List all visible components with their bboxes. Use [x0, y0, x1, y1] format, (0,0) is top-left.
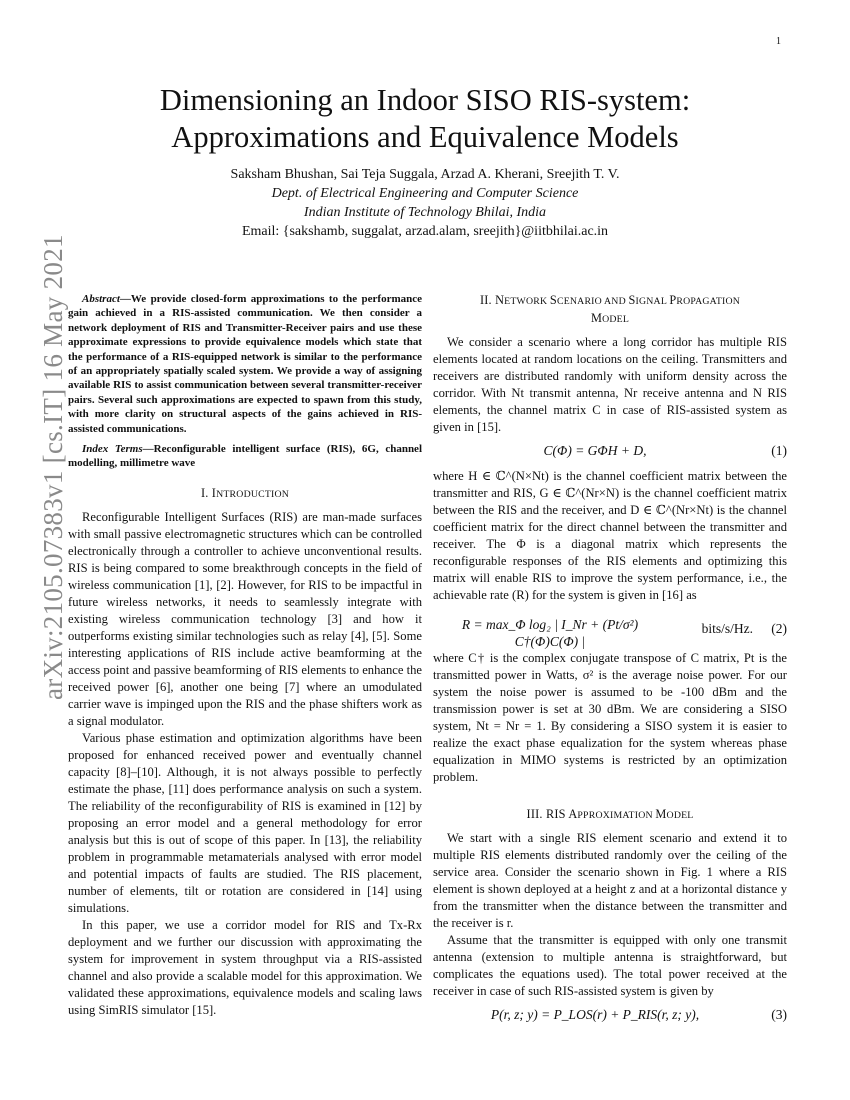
intro-paragraph-2: Various phase estimation and optimization algorithms have been proposed for enhanced received power and eventually channel capacity [8]–[10]. Although, it is not always possible to perfectly estimate the phase, [11] does performance analysis on such a system. The reliability of the reconfigurability of RIS is examined in [12] by proposing an error model and a general methodology for error analysis but this is out of scope of this paper. In [13], the reliability problem in programmable metamaterials analysed with error model and potential impacts of faults are studied. The RIS placement, number of elements, tilt or rotation are considered in [14] using simulations.: [68, 730, 422, 915]
heading-smallcaps: IGNAL: [635, 296, 670, 307]
index-terms-label: Index Terms: [82, 443, 143, 456]
right-column: [433, 292, 787, 1032]
section-number: I.: [200, 485, 212, 500]
heading-smallcaps: CENARIO AND: [556, 296, 629, 307]
heading-initial: A: [568, 807, 578, 821]
left-column: [68, 292, 422, 1019]
network-paragraph-1: We consider a scenario where a long corridor has multiple RIS elements located at random locations on the ceiling. Transmitters and receivers are distributed randomly with uniform density across the corridor. With Nt transmit antenna, Nr receive antenna and N RIS elements, the channel matrix C in case of RIS-assisted system as given in [15].: [433, 335, 787, 434]
intro-paragraph-3: In this paper, we use a corridor model for RIS and Tx-Rx deployment and we further our discussion with approximating the system for improvement in system throughput via a RIS-assisted channel and also provide a scalable model for this approximation. We validated these approximations, equivalence models and scaling laws using SimRIS simulator [15].: [68, 917, 422, 1017]
author-block: [60, 165, 790, 241]
network-paragraph-3: where C† is the complex conjugate transpose of C matrix, Pt is the transmitted power in Watts, σ² is the average noise power. For our system the noise power is assumed to be -100 dBm and the transmission power is set at 30 dBm. We are considering a SISO system, Nt = Nr = 1. By considering a SISO system it is easier to realize the exact phase equalization for the system whereas phase equalization in MIMO systems is restricted by an optimization problem.: [433, 651, 787, 784]
heading-smallcaps: ODEL: [666, 810, 694, 821]
equation-2-unit: bits/s/Hz.: [701, 621, 753, 636]
paper-title: [60, 82, 790, 156]
section-number: II.: [479, 293, 496, 307]
equation-2: [433, 604, 787, 650]
index-terms-text: —Reconfigurable intelligent surface (RIS), 6G, channel modelling, millimetre wave: [68, 443, 422, 470]
network-paragraph-2: where H ∈ ℂ^(N×Nt) is the channel coefficient matrix between the transmitter and RIS, G ∈ ℂ^(Nr×N) is the channel coefficient matrix between the RIS and the receiver, and D ∈ ℂ^(Nr×Nt) is the channel coefficient matrix for the direct channel between the transmitter and receiver. The Φ is a diagonal matrix which represents the reconfigurable responses of the RIS elements and optimizing this matrix will enable RIS to improve the system performance, i.e., the achievable rate (R) for the system is given in [16] as: [433, 469, 787, 602]
equation-2-body: R = max_Φ log₂ | I_Nr + (Pt/σ²) C†(Φ)C(Φ) |: [461, 617, 639, 649]
heading-smallcaps: ETWORK: [504, 296, 550, 307]
equation-1-number: (1): [771, 443, 787, 458]
section-smallcaps: NTRODUCTION: [216, 488, 290, 500]
affiliation-dept: Dept. of Electrical Engineering and Computer Science: [271, 186, 579, 201]
equation-3: [433, 1000, 787, 1032]
heading-smallcaps: ROPAGATION: [676, 296, 741, 307]
section-number: III.: [526, 807, 546, 821]
title-line-2: Approximations and Equivalence Models: [171, 120, 679, 154]
section-heading-ris-approximation: [433, 806, 787, 824]
abstract-label: Abstract: [82, 293, 120, 305]
abstract: [68, 292, 422, 436]
affiliation-institute: Indian Institute of Technology Bhilai, India: [303, 205, 547, 220]
ris-paragraph-2: Assume that the transmitter is equipped with only one transmit antenna (extension to multiple antenna is straightforward, but complicates the equations used). The total power received at the receiver in case of such RIS-assisted system is given by: [433, 933, 787, 998]
equation-1-body: C(Φ) = GΦH + D,: [543, 443, 647, 458]
abstract-text: —We provide closed-form approximations to the performance gain achieved in a RIS-assisted communication. We then consider a network deployment of RIS and Transmitter-Receiver pairs and use these approximate expressions to provide equivalence models which state that the performance of a RIS-equipped network is similar to the performance of an appropriately spatially scaled system. We provide a way of assigning available RIS to assist communication between several transmitter-receiver pairs. Several such approximations are expected to spawn from this study, with more clarity on structural aspects of the gains achieved in RIS-assisted communications.: [68, 293, 422, 435]
intro-paragraph-1: Reconfigurable Intelligent Surfaces (RIS) are man-made surfaces with small passive electromagnetic structures which can be controlled electronically through a controller to achieve unconventional results. RIS is being compared to some breakthrough concepts in the field of wireless communication [1], [2]. However, for RIS to be impactful in future wireless networks, it needs to seamlessly integrate with existing wireless communication technology [3] and how it outperforms existing similar technologies such as relay [4], [5]. Some interesting applications of RIS include active beamforming at the access point and passive beamforming of RIS elements to enhance the received power [6], another one being [7] where an umodulated carrier wave is impinged upon the RIS and the phase shifters work as a signal modulator.: [68, 509, 422, 728]
heading-smallcaps: PPROXIMATION: [577, 810, 656, 821]
author-names: Saksham Bhushan, Sai Teja Suggala, Arzad A. Kherani, Sreejith T. V.: [230, 167, 620, 182]
heading-initial: M: [655, 807, 667, 821]
index-terms: [68, 442, 422, 471]
author-email: Email: {sakshamb, suggalat, arzad.alam, sreejith}@iitbhilai.ac.in: [241, 224, 609, 239]
page-number: 1: [776, 36, 781, 47]
heading-initial: N: [495, 293, 505, 307]
title-line-1: Dimensioning an Indoor SISO RIS-system:: [159, 83, 691, 117]
section-heading-network-scenario: [433, 292, 787, 328]
heading-initial: S: [549, 293, 557, 307]
arxiv-stamp: arXiv:2105.07383v1 [cs.IT] 16 May 2021: [38, 234, 68, 700]
heading-smallcaps: ODEL: [602, 314, 630, 325]
equation-3-body: P(r, z; y) = P_LOS(r) + P_RIS(r, z; y),: [490, 1007, 700, 1022]
ris-paragraph-1: We start with a single RIS element scenario and extend it to multiple RIS elements distributed randomly over the ceiling of the service area. Consider the scenario shown in Fig. 1 where a RIS element is shown deployed at a height z and at a horizontal distance y from the transmitter when the distance between the transmitter and the receiver is r.: [433, 831, 787, 930]
heading-initial: S: [628, 293, 636, 307]
equation-3-number: (3): [771, 1007, 787, 1022]
section-initial: I: [211, 485, 217, 500]
equation-2-number: (2): [771, 621, 787, 636]
heading-word: RIS: [545, 807, 569, 821]
section-heading-introduction: [68, 485, 422, 503]
heading-initial: P: [669, 293, 677, 307]
equation-1: [433, 436, 787, 468]
heading-initial: M: [590, 311, 603, 325]
